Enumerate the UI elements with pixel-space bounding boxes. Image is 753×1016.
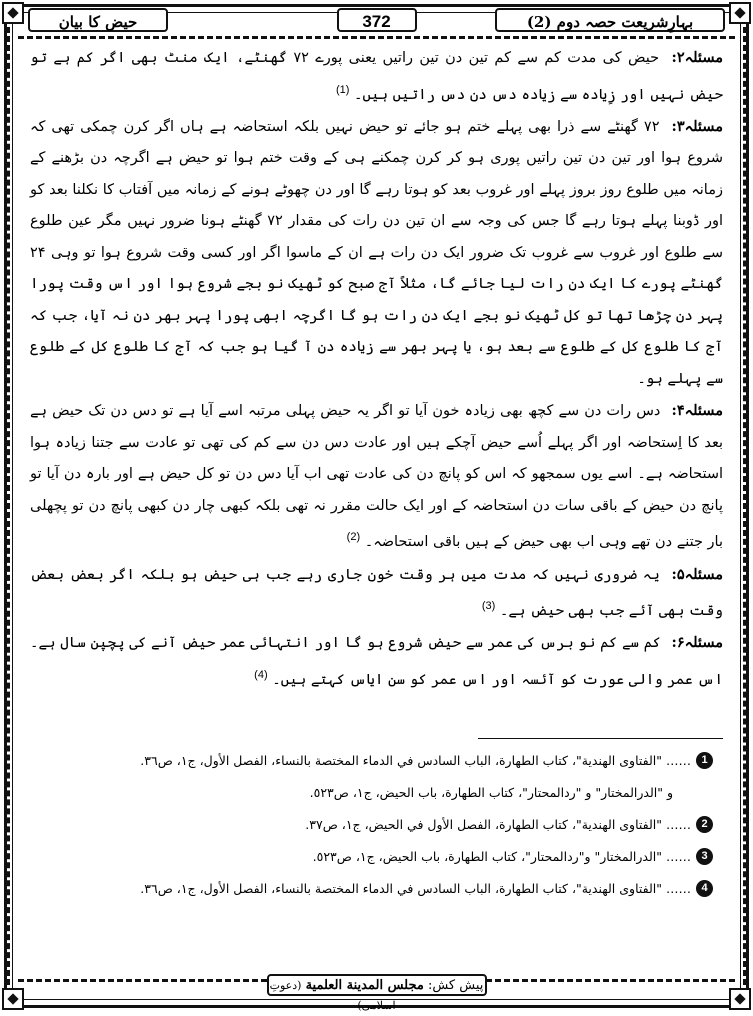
publisher-name: مجلس المدينة العلمية xyxy=(305,978,424,993)
footnote-ref[interactable]: (1) xyxy=(335,83,350,96)
footnote-text: …… "الفتاوى الهندية"، كتاب الطهارة، الفصل الأول في الحيض، ج١، ص٣٧. xyxy=(305,817,691,832)
footnote-number-badge: 2 xyxy=(696,816,713,833)
footnote-divider xyxy=(478,738,723,739)
footnote-item xyxy=(30,816,713,833)
masala-text: دس رات دن سے کچھ بھی زیادہ خون آیا تو اگر یہ حیض پہلی مرتبہ اسے آیا ہے تو دس دن تک حیض ہے بعد کا اِستحاضہ اور اگر پہلے اُسے حیض آچکے ہیں اور عادت دس دن سے کم کی تھی تو عادت سے جتنا زیادہ ہوا استحاضہ ہے۔ اسے یوں سمجھو کہ اس کو پانچ دن کی عادت تھی اب آیا دس دن تو کل حیض ہے اور بارہ دن آیا تو پانچ دن حیض کے باقی سات دن استحاضہ کے اور ایک حالت مقرر نہ تھی بلکہ کبھی چار دن کبھی پانچ دن تو پچھلی بار جتنے دن تھے وہی اب بھی حیض کے ہیں باقی استحاضہ۔ xyxy=(30,403,723,551)
corner-ornament-icon xyxy=(2,988,24,1010)
footnote-item xyxy=(30,880,713,897)
page-footer xyxy=(267,974,487,1012)
main-text xyxy=(30,42,723,696)
corner-ornament-icon xyxy=(729,988,751,1010)
footnote-number-badge: 4 xyxy=(696,880,713,897)
page-number: 372 xyxy=(337,8,417,32)
book-title: بہارِشریعت حصہ دوم (2) xyxy=(495,8,725,32)
border-ornament-top xyxy=(18,36,735,39)
footnote-ref[interactable]: (4) xyxy=(254,668,268,681)
footnote-item xyxy=(30,784,713,801)
footnote-number-badge: 1 xyxy=(696,752,713,769)
footnote-text: …… "الفتاوى الهندية"، كتاب الطهارة، الباب السادس في الدماء المختصة بالنساء، الفصل الأول، ج١، ص٣٦. xyxy=(140,881,691,896)
publisher-subtitle: (دعوتِ اسلامی) xyxy=(269,979,396,1012)
footnote-text: و "الدرالمختار" و "ردالمحتار"، كتاب الطهارة، باب الحيض، ج١، ص٥٢٣. xyxy=(309,785,673,800)
page-header xyxy=(28,8,725,34)
footnote-item xyxy=(30,752,713,769)
masala-text: ۷۲ گھنٹے سے ذرا بھی پہلے ختم ہو جائے تو حیض نہیں بلکہ استحاضہ ہے ہاں اگر کرن چمکی تھی کہ شروع ہوا اور تین دن تین راتیں پوری ہو کر کرن چمکنے ہی کے وقت ختم ہوا تو حیض ہے اگرچہ دن بڑھنے کے زمانہ میں طلوع روز بروز پہلے اور غروب بعد کو ہوتا رہے گا اور دن چھوٹے ہونے کے زمانہ میں آفتاب کا نکلنا بعد کو اور ڈوبنا پہلے ہوتا رہے گا جس کی وجہ سے ان تین دن رات کی مقدار ۷۲ گھنٹے ہونا ضرور نہیں مگر عین طلوع سے طلوع اور غروب سے غروب تک ضرور ایک دن رات ہے ان کے ماسوا اگر اور کسی وقت شروع ہوا تو وہی ۲۴ گھنٹے پورے کا ایک دن رات لیا جائے گا، مثلاً آج صبح کو ٹھیک نو بجے شروع ہوا اور اس وقت پورا پہر دن چڑھا تھا تو کل ٹھیک نو بجے ایک دن رات ہو گا اگرچہ ابھی پورا پہر بھر دن نہ آیا، جب کہ آج کا طلوع کل کے طلوع سے بعد ہو، یا پہر بھر سے زیادہ دن آ گیا ہو جب کہ آج کا طلوع کل کے طلوع سے پہلے ہو۔ xyxy=(30,118,724,387)
masala-label: مسئلہ۴: xyxy=(671,402,723,420)
masala-5 xyxy=(30,559,723,628)
masala-3 xyxy=(30,111,723,396)
footnote-text: …… "الدرالمختار" و"ردالمحتار"، كتاب الطهارة، باب الحيض، ج١، ص٥٢٣. xyxy=(312,849,691,864)
footnote-ref[interactable]: (2) xyxy=(346,531,361,544)
footnote-number-badge: 3 xyxy=(696,848,713,865)
masala-6 xyxy=(30,627,723,696)
masala-4 xyxy=(30,395,723,558)
masala-label: مسئلہ۲: xyxy=(671,49,724,66)
footnotes xyxy=(30,752,713,912)
border-ornament-right xyxy=(743,18,746,994)
masala-label: مسئلہ۳: xyxy=(671,117,723,135)
masala-text: کم سے کم نو برس کی عمر سے حیض شروع ہو گا اور انتہائی عمر حیض آنے کی پچپن سال ہے۔ اس عمر والی عورت کو آئسہ اور اس عمر کو سن ایاس کہتے ہیں۔ xyxy=(30,635,723,688)
footnote-item xyxy=(30,848,713,865)
masala-text: یہ ضروری نہیں کہ مدت میں ہر وقت خون جاری رہے جب ہی حیض ہو بلکہ اگر بعض بعض وقت بھی آئے جب بھی حیض ہے۔ xyxy=(30,566,723,619)
chapter-title: حیض کا بیان xyxy=(28,8,168,32)
masala-label: مسئلہ۶: xyxy=(671,634,724,652)
footnote-ref[interactable]: (3) xyxy=(481,600,496,613)
masala-label: مسئلہ۵: xyxy=(671,565,724,583)
border-ornament-left xyxy=(7,18,10,994)
masala-text: حیض کی مدت کم سے کم تین دن تین راتیں یعنی پورے ۷۲ گھنٹے، ایک منٹ بھی اگر کم ہے تو حیض نہیں اور زِیادہ سے زیادہ دس دن دس راتیں ہیں۔ xyxy=(30,50,723,103)
footer-prefix: پیش کش: xyxy=(427,978,484,993)
corner-ornament-icon xyxy=(729,2,751,24)
footnote-text: …… "الفتاوى الهندية"، كتاب الطهارة، الباب السادس في الدماء المختصة بالنساء، الفصل الأول، ج١، ص٣٦. xyxy=(140,753,691,768)
masala-2 xyxy=(30,42,723,111)
corner-ornament-icon xyxy=(2,2,24,24)
